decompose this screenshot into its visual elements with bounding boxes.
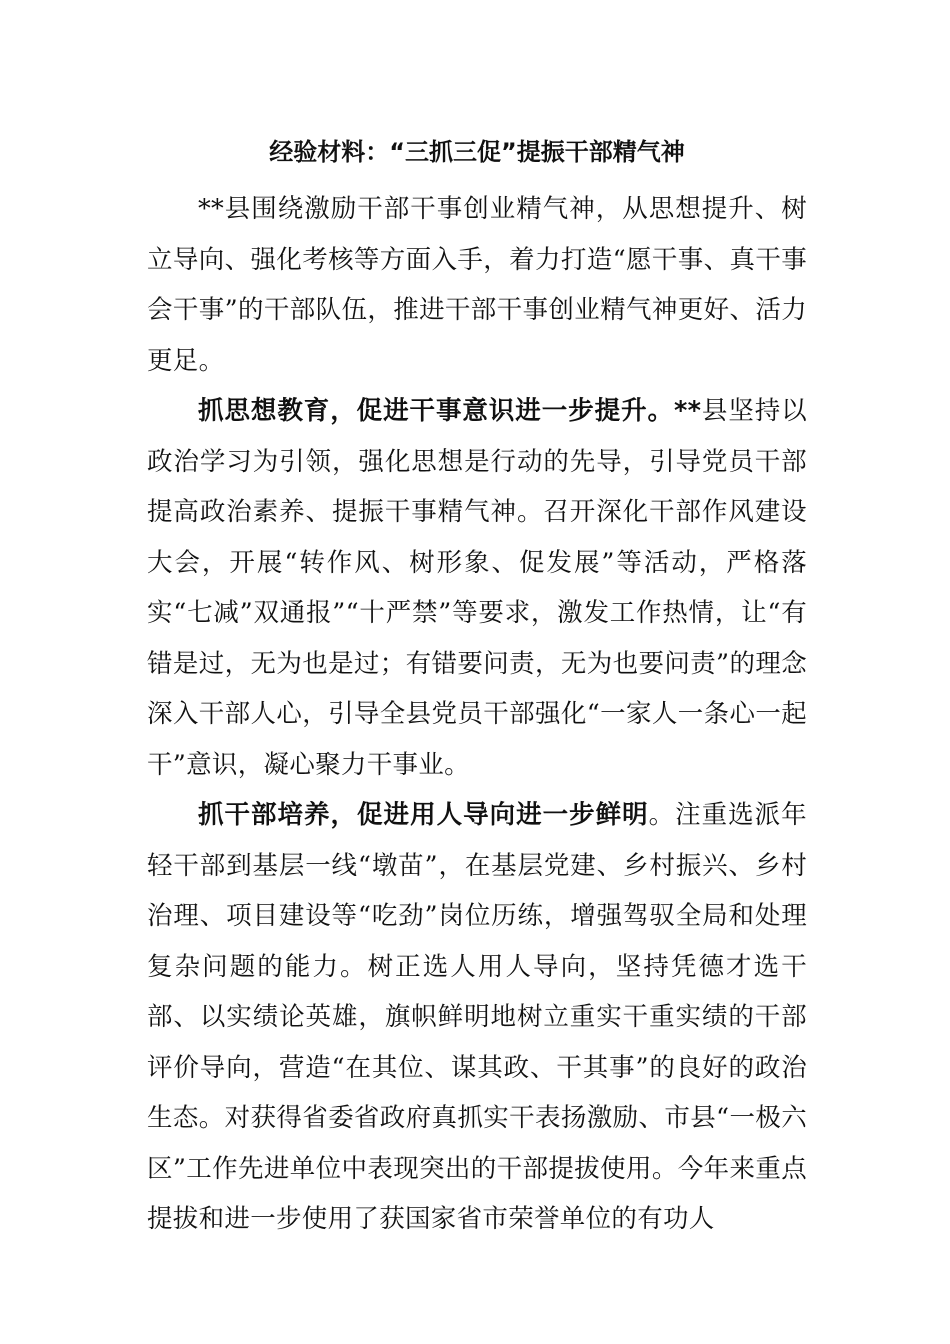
paragraph-lead: 抓思想教育，促进干事意识进一步提升。** (198, 396, 702, 426)
document-title: 经验材料：“三抓三促”提振干部精气神 (269, 138, 685, 166)
paragraph-lead: 抓干部培养，促进用人导向进一步鲜明 (198, 800, 649, 830)
paragraph-cadre-training (147, 790, 807, 1245)
paragraph-body: 县坚持以政治学习为引领，强化思想是行动的先导，引导党员干部提高政治素养、提振干事精气神。召开深化干部作风建设大会，开展“转作风、树形象、促发展”等活动，严格落实“七减”双通报”“十严禁”等要求，激发工作热情，让“有错是过，无为也是过；有错要问责，无为也要问责”的理念深入干部人心，引导全县党员干部强化“一家人一条心一起干”意识，凝心聚力干事业。 (147, 396, 808, 780)
paragraph-intro (147, 184, 807, 386)
paragraph-body: 。注重选派年轻干部到基层一线“墩苗”，在基层党建、乡村振兴、乡村治理、项目建设等“吃劲”岗位历练，增强驾驭全局和处理复杂问题的能力。树正选人用人导向，坚持凭德才选干部、以实绩论英雄，旗帜鲜明地树立重实干重实绩的干部评价导向，营造“在其位、谋其政、干其事”的良好的政治生态。对获得省委省政府真抓实干表扬激励、市县“一极六区”工作先进单位中表现突出的干部提拔使用。今年来重点提拔和进一步使用了获国家省市荣誉单位的有功人 (147, 800, 807, 1234)
paragraph-intro-text: **县围绕激励干部干事创业精气神，从思想提升、树立导向、强化考核等方面入手，着力打造“愿干事、真干事会干事”的干部队伍，推进干部干事创业精气神更好、活力更足。 (147, 194, 807, 376)
document-page (147, 126, 807, 1245)
paragraph-ideological-education (147, 386, 807, 790)
